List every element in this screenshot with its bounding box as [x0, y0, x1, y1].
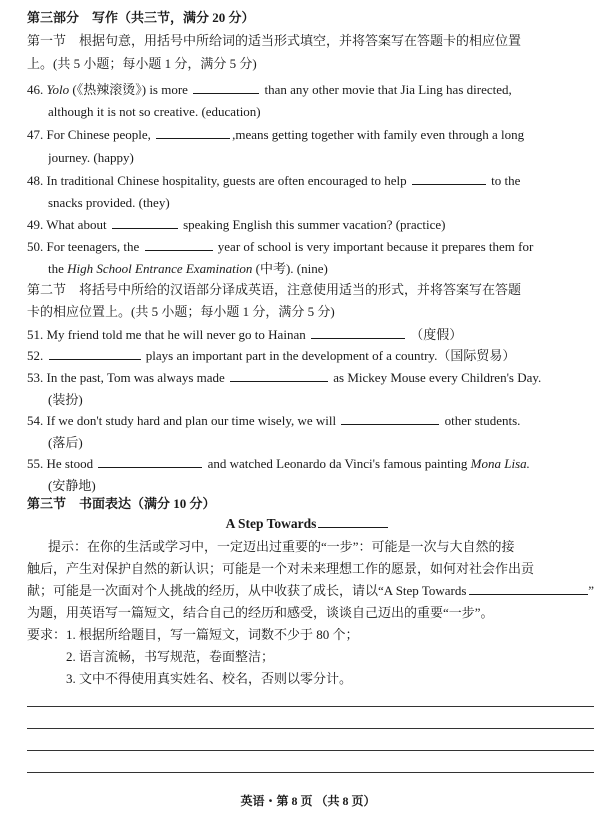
answer-blank[interactable] [112, 215, 178, 229]
question-55 [27, 454, 594, 474]
question-text: In the past, Tom was always made [46, 370, 225, 385]
question-number: 55. [27, 456, 44, 471]
question-number: 53. [27, 370, 44, 385]
question-hint: （度假） [410, 327, 463, 342]
page-footer: 英语・第 8 页 （共 8 页） [240, 794, 376, 808]
question-text: plays an important part in the development of a country.（国际贸易） [145, 348, 516, 363]
writing-line[interactable] [27, 706, 594, 707]
question-text: For Chinese people, [46, 127, 151, 142]
section2-instruction-line1: 第二节 将括号中所给的汉语部分译成英语，注意使用适当的形式，并将答案写在答题 [27, 282, 522, 297]
requirement-1: 要求：1. 根据所给题目，写一篇短文，词数不少于 80 个； [27, 627, 359, 642]
section1-instruction-line2: 上。(共 5 小题；每小题 1 分，满分 5 分) [27, 56, 257, 71]
essay-hint-blank [469, 581, 588, 595]
essay-title-blank[interactable] [318, 514, 388, 528]
requirement-3: 3. 文中不得使用真实姓名、校名，否则以零分计。 [66, 671, 353, 686]
question-47-line2: journey. (happy) [48, 150, 134, 165]
question-text: (《热辣滚烫》) is more [72, 82, 188, 97]
question-text: and watched Leonardo da Vinci's famous painting [207, 456, 468, 471]
answer-blank[interactable] [193, 80, 259, 94]
question-text: (中考). (nine) [255, 261, 328, 276]
question-51 [27, 325, 594, 345]
question-54 [27, 411, 594, 431]
question-53 [27, 368, 594, 388]
section2-instruction-line2: 卡的相应位置上。(共 5 小题；每小题 1 分，满分 5 分) [27, 304, 335, 319]
requirement-2: 2. 语言流畅，书写规范，卷面整洁； [66, 649, 275, 664]
question-text: speaking English this summer vacation? (practice) [183, 217, 446, 232]
question-55-hint: (安静地) [48, 478, 96, 493]
question-text: ,means getting together with family even through a long [232, 127, 525, 142]
answer-blank[interactable] [49, 346, 141, 360]
question-number: 49. [27, 217, 44, 232]
exam-name: High School Entrance Examination [67, 261, 253, 276]
question-text: the [48, 261, 64, 276]
essay-hint-line1: 提示：在你的生活或学习中，一定迈出过重要的“一步”：可能是一次与大自然的接 [48, 539, 515, 554]
question-46 [27, 80, 594, 100]
question-text: than any other movie that Jia Ling has directed, [264, 82, 512, 97]
writing-line[interactable] [27, 728, 594, 729]
question-50-line2 [48, 259, 594, 279]
question-number: 48. [27, 173, 44, 188]
question-50 [27, 237, 594, 257]
question-46-line2: although it is not so creative. (education) [48, 104, 261, 119]
question-text: other students. [444, 413, 521, 428]
question-52 [27, 346, 594, 366]
question-text: What about [46, 217, 107, 232]
question-48 [27, 171, 594, 191]
requirements-label: 要求： [27, 627, 67, 642]
section3-title: 第三节 书面表达（满分 10 分） [27, 496, 216, 511]
part3-title: 第三部分 写作（共三节，满分 20 分） [27, 10, 255, 25]
question-number: 52. [27, 348, 44, 363]
question-47 [27, 125, 594, 145]
question-54-hint: (落后) [48, 435, 83, 450]
answer-blank[interactable] [311, 325, 405, 339]
answer-blank[interactable] [230, 368, 328, 382]
question-text: to the [491, 173, 521, 188]
question-number: 51. [27, 327, 44, 342]
painting-name: Mona Lisa. [470, 456, 530, 471]
question-number: 54. [27, 413, 44, 428]
question-48-line2: snacks provided. (they) [48, 195, 170, 210]
essay-hint-line3: 献；可能是一次面对个人挑战的经历，从中收获了成长，请以“A Step Towards ” [27, 583, 594, 598]
answer-blank[interactable] [412, 171, 486, 185]
movie-name: Yolo [46, 82, 70, 97]
writing-line[interactable] [27, 772, 594, 773]
question-text: My friend told me that he will never go to Hainan [46, 327, 306, 342]
question-number: 50. [27, 239, 44, 254]
question-number: 47. [27, 127, 44, 142]
essay-title: A Step Towards [0, 514, 616, 532]
answer-blank[interactable] [145, 237, 213, 251]
question-text: In traditional Chinese hospitality, guests are often encouraged to help [46, 173, 407, 188]
question-text: year of school is very important because it prepares them for [217, 239, 534, 254]
question-text: He stood [46, 456, 94, 471]
question-49 [27, 215, 594, 235]
essay-hint-line4: 为题，用英语写一篇短文，结合自己的经历和感受，谈谈自己迈出的重要“一步”。 [27, 605, 494, 620]
question-text: For teenagers, the [46, 239, 140, 254]
essay-hint-line2: 触后，产生对保护自然的新认识；可能是一个对未来理想工作的愿景，如何对社会作出贡 [27, 561, 535, 576]
question-text: If we don't study hard and plan our time wisely, we will [46, 413, 337, 428]
question-53-hint: (装扮) [48, 392, 83, 407]
writing-line[interactable] [27, 750, 594, 751]
question-text: as Mickey Mouse every Children's Day. [333, 370, 542, 385]
section1-instruction-line1: 第一节 根据句意，用括号中所给词的适当形式填空，并将答案写在答题卡的相应位置 [27, 33, 522, 48]
question-number: 46. [27, 82, 44, 97]
answer-blank[interactable] [341, 411, 439, 425]
answer-blank[interactable] [156, 125, 230, 139]
answer-blank[interactable] [98, 454, 202, 468]
